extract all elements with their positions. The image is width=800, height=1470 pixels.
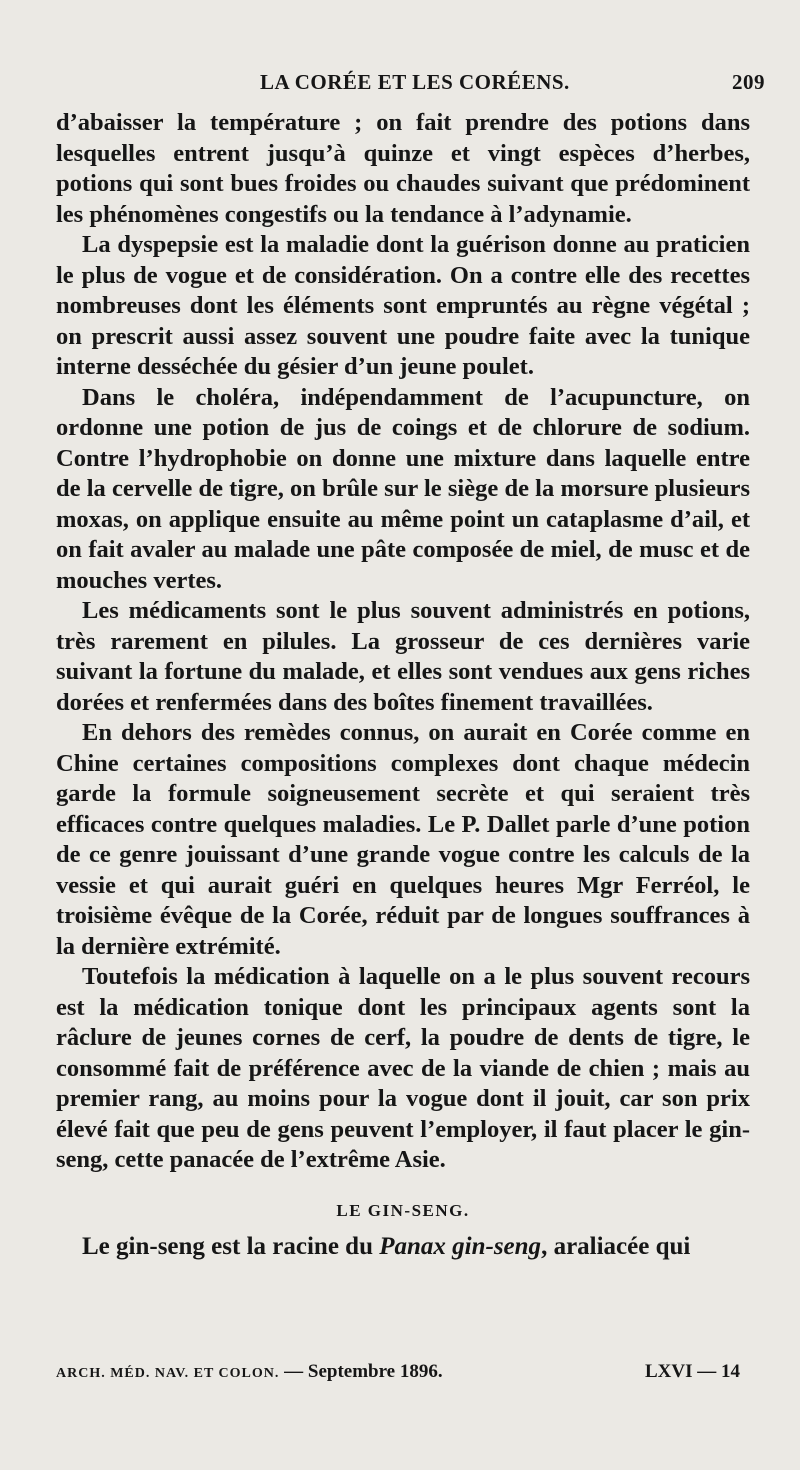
species-name: Panax gin-seng — [379, 1233, 542, 1260]
footer-signature: LXVI — 14 — [644, 1361, 740, 1382]
final-line-start: Le gin-seng est la racine du — [82, 1233, 380, 1260]
paragraph-medicaments: Les médicaments sont le plus souvent administrés en potions, très rarement en pilules. La grosseur de ces dernières varie suivant la fortune du malade, et elles sont vendues aux gens riches dorées et renfermées dans des boîtes finement travaillées. — [56, 597, 750, 716]
paragraph-continuation: d’abaisser la température ; on fait prendre des potions dans lesquelles entrent jusqu’à quinze et vingt espèces d’herbes, potions qui sont bues froides ou chaudes suivant que prédominent les phénomènes congestifs ou la tendance à l’adynamie. — [56, 109, 750, 228]
paragraph-remedes: En dehors des remèdes connus, on aurait en Corée comme en Chine certaines compositions complexes dont chaque médecin garde la formule soigneusement secrète et qui seraient très efficaces contre quelques maladies. Le P. Dallet parle d’une potion de ce genre jouissant d’une grande vogue contre les calculs de la vessie et qui aurait guéri en quelques heures Mgr Ferréol, le troisième évêque de la Corée, réduit par de longues souffrances à la dernière extrémité. — [56, 719, 750, 960]
footer-dash: — — [284, 1361, 304, 1382]
section-heading: LE GIN-SENG. — [336, 1200, 470, 1220]
final-line-end: , araliacée qui — [541, 1233, 691, 1260]
running-title: LA CORÉE ET LES CORÉENS. — [260, 70, 570, 94]
footer-date: Septembre 1896. — [307, 1361, 443, 1382]
footer-journal — [56, 1361, 443, 1383]
page-body — [56, 108, 750, 1263]
page-number: 209 — [732, 70, 765, 94]
page-header — [55, 70, 765, 100]
paragraph-gin-seng — [56, 1232, 750, 1263]
journal-abbreviation: ARCH. MÉD. NAV. ET COLON. — [56, 1366, 280, 1381]
paragraph-cholera: Dans le choléra, indépendamment de l’acupuncture, on ordonne une potion de jus de coings et de chlorure de sodium. Contre l’hydrophobie on donne une mixture dans laquelle entre de la cervelle de tigre, on brûle sur le siège de la morsure plusieurs moxas, on applique ensuite au même point un cataplasme d’ail, et on fait avaler au malade une pâte composée de miel, de musc et de mouches vertes. — [56, 383, 750, 594]
page-footer — [56, 1361, 750, 1389]
paragraph-medication-tonique: Toutefois la médication à laquelle on a le plus souvent recours est la médication tonique dont les principaux agents sont la râclure de jeunes cornes de cerf, la poudre de dents de tigre, le consommé fait de préférence avec de la viande de chien ; mais au premier rang, au moins pour la vogue dont il jouit, car son prix élevé fait que peu de gens peuvent l’employer, il faut placer le gin-seng, cette panacée de l’extrême Asie. — [56, 963, 750, 1173]
paragraph-dyspepsie: La dyspepsie est la maladie dont la guérison donne au praticien le plus de vogue et de considération. On a contre elle des recettes nombreuses dont les éléments sont empruntés au règne végétal ; on prescrit aussi assez souvent une poudre faite avec la tunique interne desséchée du gésier d’un jeune poulet. — [56, 231, 750, 380]
